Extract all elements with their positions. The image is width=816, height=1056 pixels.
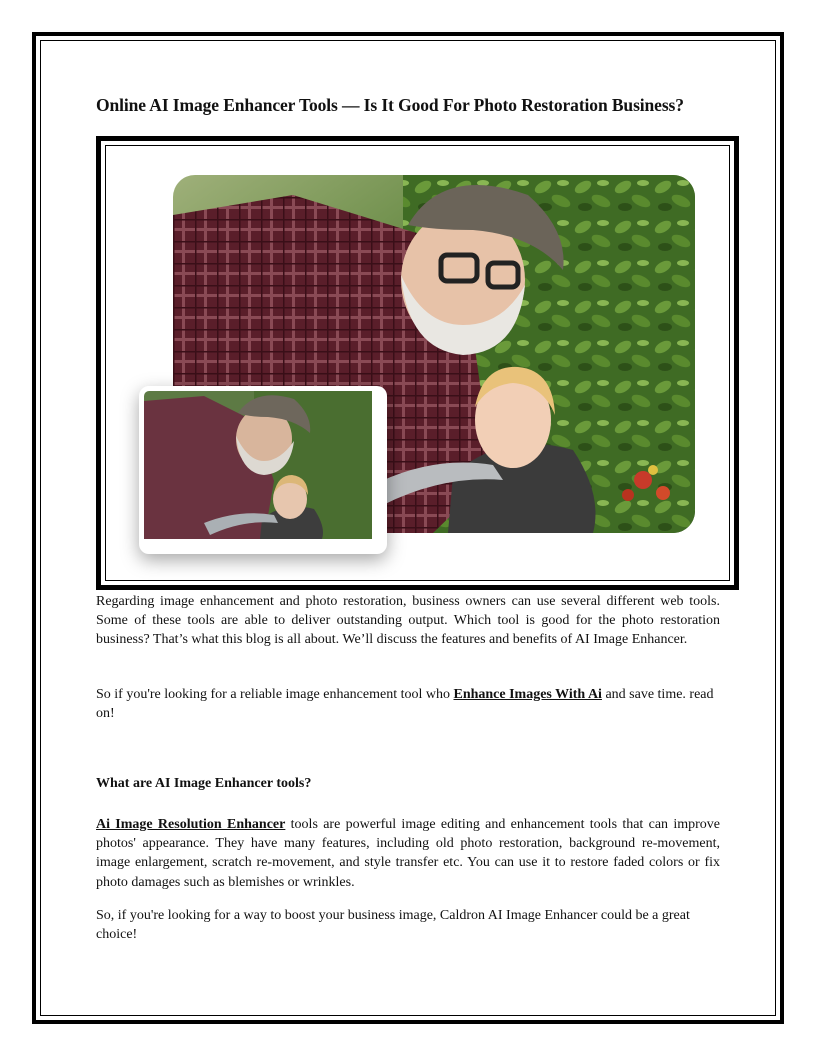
hero-image-frame [96,136,739,590]
cta-text-after: and save time. read on! [96,687,714,722]
cta-text-before: So if you're looking for a reliable image enhancement tool who [96,687,454,702]
enhance-images-link[interactable]: Enhance Images With Ai [453,687,602,702]
page-title: Online AI Image Enhancer Tools — Is It Good For Photo Restoration Business? [96,95,684,115]
hero-image-original [139,386,387,554]
section-heading: What are AI Image Enhancer tools? [96,776,312,791]
tools-description-text: tools are powerful image editing and enhancement tools that can improve photos' appearance. They have many features, including old photo restoration, background re-movement, image enlargement, scratch re-movement, and style transfer etc. You can use it to restore faded colors or fix photo damages such as blemishes or wrinkles. [96,817,720,890]
tools-description-paragraph [96,815,720,892]
conclusion-paragraph: So, if you're looking for a way to boost your business image, Caldron AI Image Enhancer could be a great choice! [96,908,690,943]
intro-paragraph: Regarding image enhancement and photo restoration, business owners can use several different web tools. Some of these tools are able to deliver outstanding output. Which tool is good for the photo restoration business? That’s what this blog is all about. We’ll discuss the features and benefits of AI Image Enhancer. [96,594,720,648]
cta-paragraph [96,685,720,723]
resolution-enhancer-link[interactable]: Ai Image Resolution Enhancer [96,817,286,832]
